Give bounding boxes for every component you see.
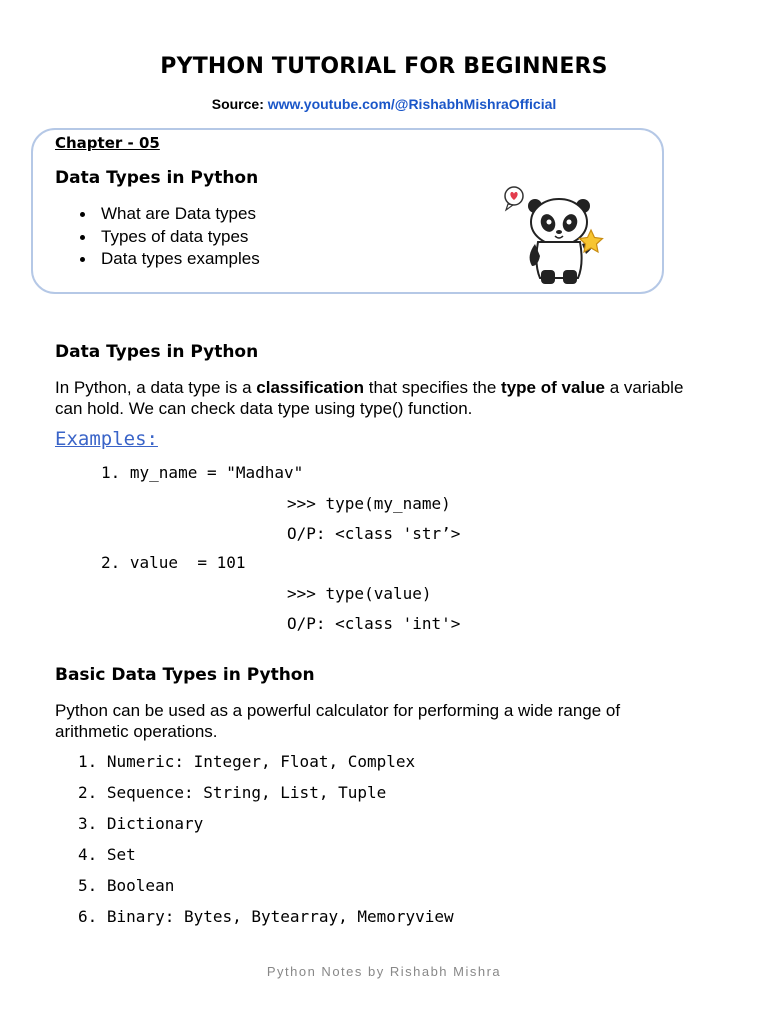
code-line: 1. my_name = "Madhav" — [101, 463, 304, 482]
section2-paragraph: Python can be used as a powerful calculator for performing a wide range of arithmetic operations. — [55, 701, 621, 741]
data-type-definition — [55, 377, 695, 419]
list-item: 5. Boolean — [78, 876, 175, 895]
definition-bold-classification: classification — [256, 378, 365, 397]
footer-text: Python Notes by Rishabh Mishra — [266, 964, 502, 979]
definition-text: that specifies the — [364, 378, 502, 397]
chapter-topic: Types of data types — [55, 226, 260, 249]
list-item: 3. Dictionary — [78, 814, 204, 833]
list-item: 1. Numeric: Integer, Float, Complex — [78, 752, 416, 771]
code-line: 2. value = 101 — [101, 553, 246, 572]
source-line — [0, 96, 768, 112]
list-item: 4. Set — [78, 845, 136, 864]
panda-illustration — [498, 182, 608, 288]
list-item: 2. Sequence: String, List, Tuple — [78, 783, 387, 802]
section-heading-data-types: Data Types in Python — [55, 342, 259, 362]
source-label: Source: — [211, 96, 268, 112]
code-line: O/P: <class 'str’> — [287, 524, 461, 543]
definition-bold-type-of-value: type of value — [501, 378, 605, 397]
heart-bubble-icon — [505, 187, 523, 210]
definition-text: a variable can hold. We can check data type using type() function. — [55, 378, 684, 418]
page-title: PYTHON TUTORIAL FOR BEGINNERS — [160, 54, 608, 79]
source-link[interactable]: www.youtube.com/@RishabhMishraOfficial — [267, 96, 557, 112]
definition-text: In Python, a data type is a — [55, 378, 257, 397]
chapter-label: Chapter - 05 — [55, 134, 160, 152]
section-heading-basic-data-types: Basic Data Types in Python — [55, 665, 315, 685]
examples-colon: : — [146, 428, 158, 450]
chapter-topic-list — [55, 203, 260, 271]
examples-word: Examples — [55, 428, 147, 450]
code-line: O/P: <class 'int'> — [287, 614, 461, 633]
code-line: >>> type(my_name) — [287, 494, 451, 513]
chapter-topic: Data types examples — [55, 248, 260, 271]
list-item: 6. Binary: Bytes, Bytearray, Memoryview — [78, 907, 454, 926]
chapter-heading: Data Types in Python — [55, 168, 259, 188]
examples-label — [55, 428, 158, 450]
chapter-topic: What are Data types — [55, 203, 260, 226]
code-line: >>> type(value) — [287, 584, 432, 603]
